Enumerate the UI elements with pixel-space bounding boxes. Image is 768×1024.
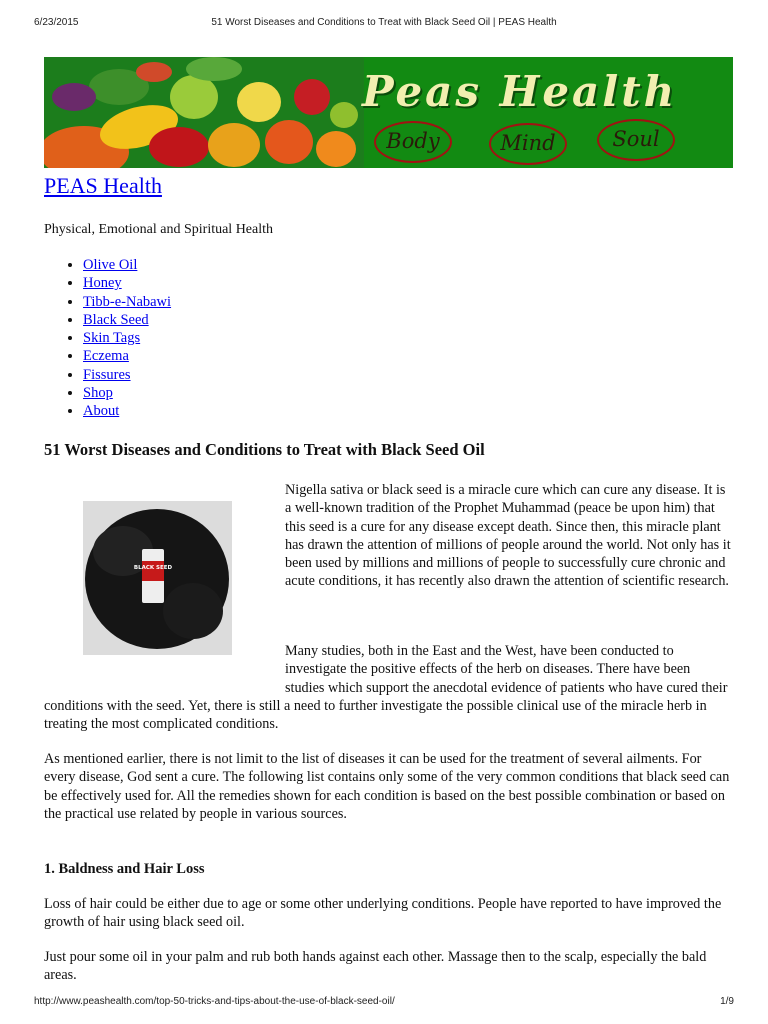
nav-link-shop[interactable]: Shop (83, 385, 113, 402)
intro-paragraph-2 (44, 642, 733, 733)
banner-oval-body: Body (374, 121, 452, 163)
banner-oval-soul: Soul (597, 119, 675, 161)
print-date: 6/23/2015 (34, 17, 79, 28)
banner-oval-mind: Mind (489, 123, 567, 165)
print-footer (34, 996, 734, 1010)
nav-link-honey[interactable]: Honey (83, 275, 122, 292)
site-tagline: Physical, Emotional and Spiritual Health (44, 222, 274, 237)
nav-item-honey (83, 274, 171, 292)
nav-item-shop (83, 384, 171, 402)
site-banner[interactable] (44, 57, 733, 168)
bottle-label: BLACK SEED (133, 565, 173, 571)
baldness-paragraph-1: Loss of hair could be either due to age or some other underlying conditions. People have reported to have improved the growth of hair using black seed oil. (44, 896, 722, 931)
nav-item-eczema (83, 347, 171, 365)
section-heading-baldness: 1. Baldness and Hair Loss (44, 861, 205, 877)
site-title-link[interactable]: PEAS Health (44, 173, 162, 198)
nav-item-black-seed (83, 311, 171, 329)
black-seed-photo (83, 501, 232, 655)
nav-item-skin-tags (83, 329, 171, 347)
nav-item-about (83, 402, 171, 420)
main-nav (44, 256, 171, 421)
intro-paragraph-3: As mentioned earlier, there is not limit to the list of diseases it can be used for the treatment of several ailments. For every disease, God sent a cure. The following list contains only some of the very common conditions that black seed can be effectively used for. All the remedies shown for each condition is based on the best possible combination or based on the practical use related by people in various sources. (44, 751, 730, 822)
black-seed-pile-image (83, 501, 232, 655)
article-title: 51 Worst Diseases and Conditions to Treat with Black Seed Oil (44, 440, 485, 459)
nav-item-olive-oil (83, 256, 171, 274)
nav-link-olive-oil[interactable]: Olive Oil (83, 257, 138, 273)
intro-paragraph-2-text: Many studies, both in the East and the West, have been conducted to investigate the positive effects of the herb on diseases. There have been studies which support the anecdotal evidence of patients who have cured their conditions with the seed. Yet, there is still a need to further investigate the possible clinical use of the miracle herb in treating the most complicated conditions. (44, 643, 728, 733)
print-header (34, 17, 734, 31)
nav-link-skin-tags[interactable]: Skin Tags (83, 330, 141, 347)
print-page-number: 1/9 (720, 996, 734, 1007)
intro-paragraph-1: Nigella sativa or black seed is a miracle cure which can cure any disease. It is a well-known tradition of the Prophet Muhammad (peace be upon him) that this seed is a cure for any disease except death. Since then, this miracle plant has drawn the attention of millions of people around the world. Not only has it been used by millions and millions of people to successfully cure chronic and acute conditions, it has recently also drawn the attention of scientific research. (285, 482, 731, 590)
banner-brand: Peas Health (362, 67, 678, 116)
nav-link-eczema[interactable]: Eczema (83, 348, 129, 365)
print-title: 51 Worst Diseases and Conditions to Treat with Black Seed Oil | PEAS Health (211, 17, 557, 28)
baldness-paragraph-2: Just pour some oil in your palm and rub both hands against each other. Massage then to the scalp, especially the bald areas. (44, 949, 707, 984)
nav-link-fissures[interactable]: Fissures (83, 366, 131, 383)
nav-item-fissures (83, 366, 171, 384)
print-url: http://www.peashealth.com/top-50-tricks-and-tips-about-the-use-of-black-seed-oil/ (34, 996, 395, 1007)
nav-link-tibb-e-nabawi[interactable]: Tibb-e-Nabawi (83, 293, 172, 310)
nav-link-black-seed[interactable]: Black Seed (83, 311, 149, 328)
nav-link-about[interactable]: About (83, 403, 120, 420)
nav-item-tibb-e-nabawi (83, 293, 171, 311)
